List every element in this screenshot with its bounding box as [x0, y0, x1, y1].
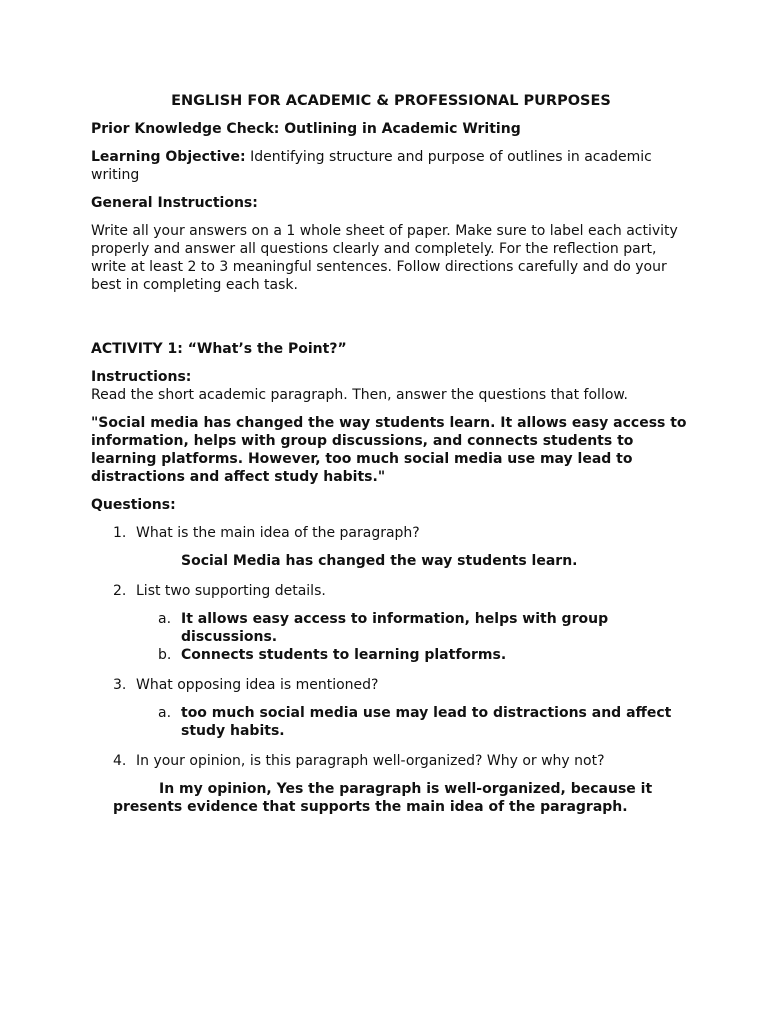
question-number: 2. [113, 583, 127, 599]
answer-text: In my opinion, Yes the paragraph is well-organized, because it presents evidence that supports the main idea of the paragraph. [113, 781, 653, 815]
answer-list-item [158, 704, 691, 740]
answer-text: Connects students to learning platforms. [181, 647, 507, 663]
document-page [91, 92, 691, 816]
question-item [91, 752, 691, 770]
instructions-label: Instructions: [91, 369, 192, 385]
document-title: ENGLISH FOR ACADEMIC & PROFESSIONAL PURPOSES [171, 93, 611, 109]
question-number: 1. [113, 525, 127, 541]
answer-text: too much social media use may lead to distractions and affect study habits. [181, 705, 672, 739]
answer-list-item [158, 610, 691, 646]
answer-text: Social Media has changed the way students learn. [181, 553, 578, 569]
general-instructions-text: Write all your answers on a 1 whole sheet of paper. Make sure to label each activity properly and answer all questions clearly and completely. For the reflection part, write at least 2 to 3 meaningful sentences. Follow directions carefully and do your best in completing each task. [91, 223, 678, 293]
instructions-text: Read the short academic paragraph. Then, answer the questions that follow. [91, 387, 629, 403]
answer-letter: a. [158, 611, 172, 627]
question-number: 3. [113, 677, 127, 693]
answer-list [91, 610, 691, 664]
question-text: In your opinion, is this paragraph well-organized? Why or why not? [136, 753, 605, 769]
learning-objective [91, 148, 691, 184]
question-text: What is the main idea of the paragraph? [136, 525, 420, 541]
question-number: 4. [113, 753, 127, 769]
question-text: What opposing idea is mentioned? [136, 677, 379, 693]
question-item [91, 582, 691, 600]
answer-list-item [158, 646, 691, 664]
reading-paragraph: "Social media has changed the way students learn. It allows easy access to information, helps with group discussions, and connects students to learning platforms. However, too much social media use may lead to distractions and affect study habits." [91, 415, 687, 485]
answer-text: It allows easy access to information, helps with group discussions. [181, 611, 609, 645]
general-instructions-heading: General Instructions: [91, 195, 258, 211]
document-subtitle: Prior Knowledge Check: Outlining in Academic Writing [91, 121, 521, 137]
questions-label: Questions: [91, 497, 176, 513]
question-item [91, 524, 691, 542]
question-text: List two supporting details. [136, 583, 326, 599]
objective-label: Learning Objective: [91, 149, 246, 165]
activity-heading: ACTIVITY 1: “What’s the Point?” [91, 341, 347, 357]
answer-letter: a. [158, 705, 172, 721]
objective-text: Identifying structure and purpose of outlines in academic writing [91, 149, 652, 183]
answer-letter: b. [158, 647, 172, 663]
question-item [91, 676, 691, 694]
answer-list [91, 704, 691, 740]
